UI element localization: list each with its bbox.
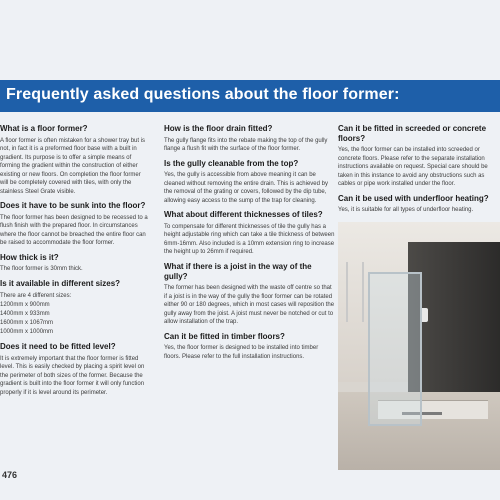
faq-question: Can it be fitted in screeded or concrete floors?	[338, 124, 487, 143]
faq-question: Is the gully cleanable from the top?	[164, 158, 299, 168]
faq-question: What is a floor former?	[0, 124, 88, 133]
faq-answer: There are 4 different sizes:	[0, 292, 72, 299]
faq-question: Can it be fitted in timber floors?	[164, 331, 285, 341]
faq-answer: The gully flange fits into the rebate making the top of the gully flange a flush fit with the surface of the floor former.	[164, 137, 328, 153]
faq-question: What if there is a joist in the way of the gully?	[164, 261, 312, 281]
faq-question: What about different thicknesses of tiles?	[164, 210, 323, 220]
faq-column-middle	[164, 120, 336, 366]
faq-question: Can it be used with underfloor heating?	[338, 193, 489, 203]
size-item: 1600mm x 1067mm	[0, 320, 54, 327]
glass-panel	[368, 272, 422, 426]
faq-answer: Yes, the floor former is designed to be installed into timber floors. Please refer to the full installation instructions.	[164, 345, 319, 360]
faq-answer: Yes, the floor former can be installed into screeded or concrete floors. Please refer to the separate installation instructions available on request. Special care should be taken in this instance to avoid any obstructions such as cables or pipe work installed under the floor.	[338, 147, 488, 188]
towel-rail	[346, 262, 364, 322]
faq-question: How is the floor drain fitted?	[164, 124, 273, 133]
page-number: 476	[2, 470, 18, 480]
faq-answer: The floor former is 30mm thick.	[0, 266, 83, 273]
size-list	[0, 301, 150, 337]
faq-answer: The floor former has been designed to be recessed to a flush finish with the prepared floor. In circumstances where the floor cannot be breached the entire floor can be raised to accommodate the floor former.	[0, 214, 148, 247]
faq-question: Is it available in different sizes?	[0, 278, 121, 288]
faq-question: How thick is it?	[0, 252, 59, 262]
faq-answer: Yes, the gully is accessible from above meaning it can be cleaned without removing the entire drain. This is achieved by the removal of the grating or covers, followed by the dip tube, allowing easy access to the sump of the trap for cleaning.	[164, 172, 328, 204]
faq-answer: A floor former is often mistaken for a shower tray but is not, in fact it is a preformed floor base with a built in gradient. Its purpose is to offer a simple means of forming the gradient within the construction of either existing or new floors. On completion the floor former will be completely covered with tiles, with only the stainless Steel Grate visible.	[0, 137, 146, 195]
shower-enclosure-photo	[338, 222, 500, 470]
faq-answer: The former has been designed with the waste off centre so that if a joist is in the way of the gully the floor former can be rotated either 90 or 180 degrees, which in most cases will reposition the gully away from the joist. A joist must never be notched or cut to allow installation of the trap.	[164, 285, 335, 326]
faq-column-right	[338, 120, 500, 220]
size-item: 1200mm x 900mm	[0, 302, 50, 309]
size-item: 1000mm x 1000mm	[0, 329, 54, 336]
faq-question: Does it need to be fitted level?	[0, 342, 116, 352]
faq-column-left	[0, 120, 150, 402]
page-title: Frequently asked questions about the floor former:	[6, 86, 400, 103]
faq-question: Does it have to be sunk into the floor?	[0, 201, 146, 211]
size-item: 1400mm x 933mm	[0, 311, 50, 318]
faq-heading-band	[0, 80, 500, 112]
faq-answer: It is extremely important that the floor former is fitted level. This is easily checked by placing a spirit level on the perimeter of both sizes of the former. Because the gradient is built into the floor former it will only function properly if it is level around its perimeter.	[0, 355, 145, 396]
faq-answer: To compensate for different thicknesses of tile the gully has a height adjustable ring which can take a tile thickness of between 6mm-16mm. Also included is a 10mm extension ring to increase the height up to 26mm if required.	[164, 223, 335, 256]
faq-answer: Yes, it is suitable for all types of underfloor heating.	[338, 207, 474, 214]
